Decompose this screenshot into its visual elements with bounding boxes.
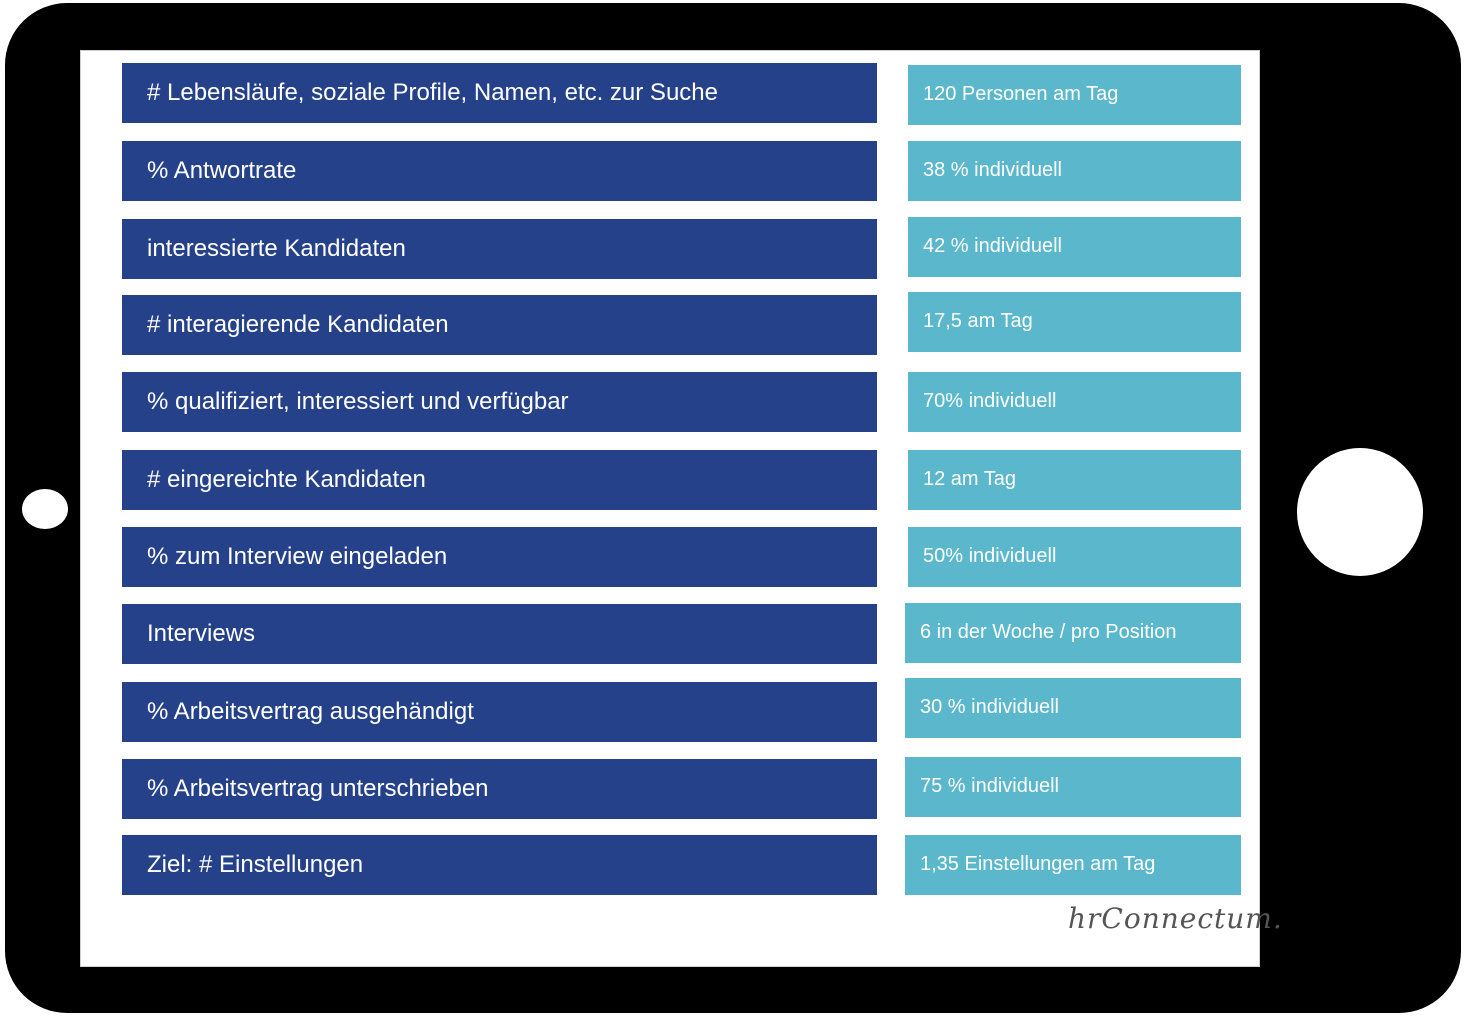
funnel-label: interessierte Kandidaten — [122, 219, 877, 279]
funnel-label: Ziel: # Einstellungen — [122, 835, 877, 895]
home-button[interactable] — [1297, 448, 1423, 576]
funnel-value: 42 % individuell — [908, 217, 1241, 277]
funnel-label: Interviews — [122, 604, 877, 664]
funnel-label: % Arbeitsvertrag unterschrieben — [122, 759, 877, 819]
funnel-value: 17,5 am Tag — [908, 292, 1241, 352]
funnel-value: 50% individuell — [908, 527, 1241, 587]
funnel-value: 75 % individuell — [905, 757, 1241, 817]
hrconnectum-logo: hrConnectum. — [1068, 902, 1283, 935]
funnel-label: # eingereichte Kandidaten — [122, 450, 877, 510]
funnel-value: 6 in der Woche / pro Position — [905, 603, 1241, 663]
funnel-value: 30 % individuell — [905, 678, 1241, 738]
funnel-value: 12 am Tag — [908, 450, 1241, 510]
funnel-value: 120 Personen am Tag — [908, 65, 1241, 125]
funnel-label: # Lebensläufe, soziale Profile, Namen, etc. zur Suche — [122, 63, 877, 123]
camera-icon — [22, 489, 68, 529]
funnel-label: % Arbeitsvertrag ausgehändigt — [122, 682, 877, 742]
funnel-value: 38 % individuell — [908, 141, 1241, 201]
funnel-label: % qualifiziert, interessiert und verfügbar — [122, 372, 877, 432]
funnel-value: 1,35 Einstellungen am Tag — [905, 835, 1241, 895]
funnel-label: % zum Interview eingeladen — [122, 527, 877, 587]
funnel-value: 70% individuell — [908, 372, 1241, 432]
funnel-label: # interagierende Kandidaten — [122, 295, 877, 355]
funnel-label: % Antwortrate — [122, 141, 877, 201]
